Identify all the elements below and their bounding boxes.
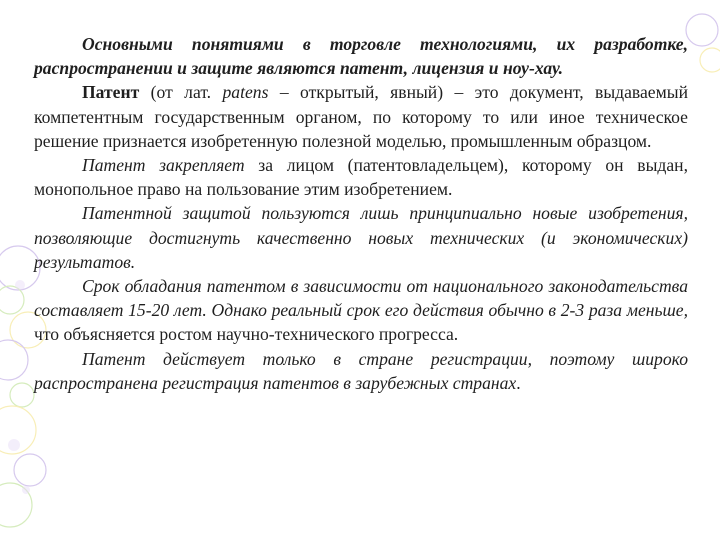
paragraph-term xyxy=(34,274,688,347)
definition-part-1: (от лат. xyxy=(139,82,223,103)
registration-end: . xyxy=(516,372,521,393)
latin-word: patens xyxy=(222,82,269,103)
definition-part-2: – открытый, явный) – это документ, выдаваемый компетентным государственным органом, по которому то или иное техническое решение признается изобретенную полезной моделью, промышленным образцом. xyxy=(34,82,688,151)
paragraph-patent-definition xyxy=(34,80,688,153)
term-lead: Срок обладания патентом в зависимости от национального законодательства составляет 15-20 лет. Однако реальный срок его действия обычно в 2-3 раза меньше, xyxy=(34,276,688,321)
term-text: что объясняется ростом научно-технического прогресса. xyxy=(34,324,459,345)
protection-text: Патентной защитой пользуются лишь принципиально новые изобретения, позволяющие достигнуть качественно новых технических (и экономических) результатов. xyxy=(34,203,688,272)
paragraph-intro xyxy=(34,32,688,80)
slide-text xyxy=(34,32,688,395)
intro-text: Основными понятиями в торговле технологиями, их разработке, распространении и защите являются патент, лицензия и ноу-хау. xyxy=(34,34,688,79)
paragraph-protection xyxy=(34,201,688,274)
paragraph-patent-rights xyxy=(34,153,688,201)
rights-text: за лицом (патентовладельцем), которому он выдан, монопольное право на пользование этим изобретением. xyxy=(34,155,688,200)
rights-lead: Патент закрепляет xyxy=(82,155,245,176)
registration-text: Патент действует только в стране регистрации, поэтому широко распространена регистрация патентов в зарубежных странах xyxy=(34,348,688,393)
paragraph-registration xyxy=(34,347,688,395)
term-patent: Патент xyxy=(82,82,140,103)
